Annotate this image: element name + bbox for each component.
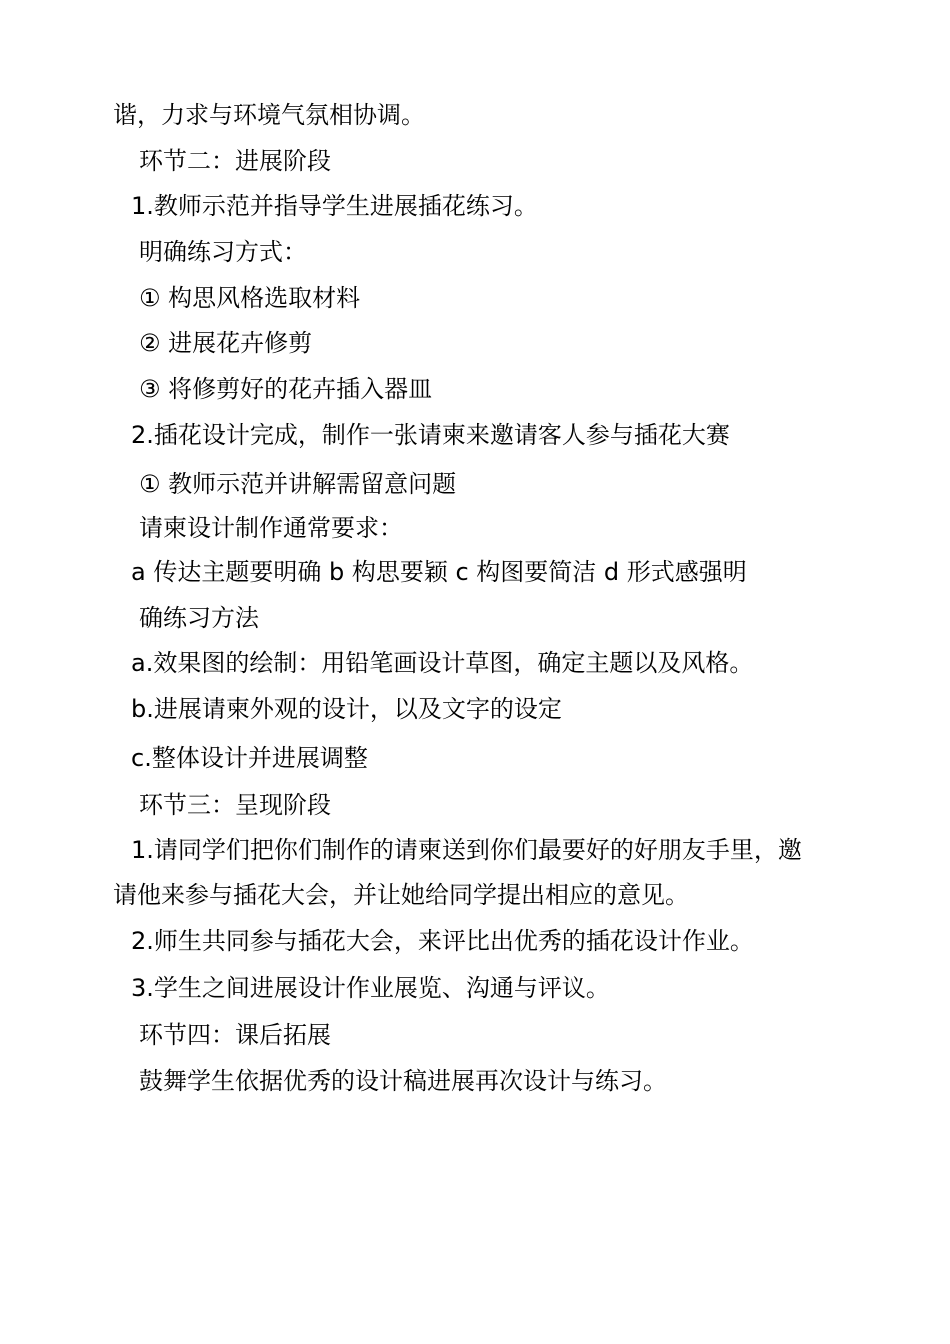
text-line-11: a 传达主题要明确 b 构思要颖 c 构图要简洁 d 形式感强明	[131, 558, 747, 586]
list-item-4: ① 教师示范并讲解需留意问题	[139, 470, 457, 498]
section-heading-3: 环节三：呈现阶段	[139, 791, 331, 819]
text-line-10: 请柬设计制作通常要求：	[139, 514, 403, 542]
text-line-15: c.整体设计并进展调整	[131, 744, 368, 772]
text-line-20: 3.学生之间进展设计作业展览、沟通与评议。	[131, 974, 610, 1002]
text-line-12: 确练习方法	[139, 604, 259, 632]
text-line-14: b.进展请柬外观的设计，以及文字的设定	[131, 695, 562, 723]
text-line-3: 1.教师示范并指导学生进展插花练习。	[131, 192, 538, 220]
text-line-13: a.效果图的绘制：用铅笔画设计草图，确定主题以及风格。	[131, 649, 754, 677]
section-heading-2: 环节二：进展阶段	[139, 147, 331, 175]
list-item-3: ③ 将修剪好的花卉插入器皿	[139, 375, 433, 403]
text-line-18: 请他来参与插花大会，并让她给同学提出相应的意见。	[113, 881, 689, 909]
list-item-2: ② 进展花卉修剪	[139, 329, 313, 357]
text-line-8: 2.插花设计完成，制作一张请柬来邀请客人参与插花大赛	[131, 421, 730, 449]
text-line-1: 谐，力求与环境气氛相协调。	[113, 101, 425, 129]
text-line-22: 鼓舞学生依据优秀的设计稿进展再次设计与练习。	[139, 1067, 667, 1095]
text-line-4: 明确练习方式：	[139, 238, 307, 266]
list-item-1: ① 构思风格选取材料	[139, 284, 361, 312]
text-line-17: 1.请同学们把你们制作的请柬送到你们最要好的好朋友手里，邀	[131, 836, 802, 864]
section-heading-4: 环节四：课后拓展	[139, 1021, 331, 1049]
text-line-19: 2.师生共同参与插花大会，来评比出优秀的插花设计作业。	[131, 927, 754, 955]
